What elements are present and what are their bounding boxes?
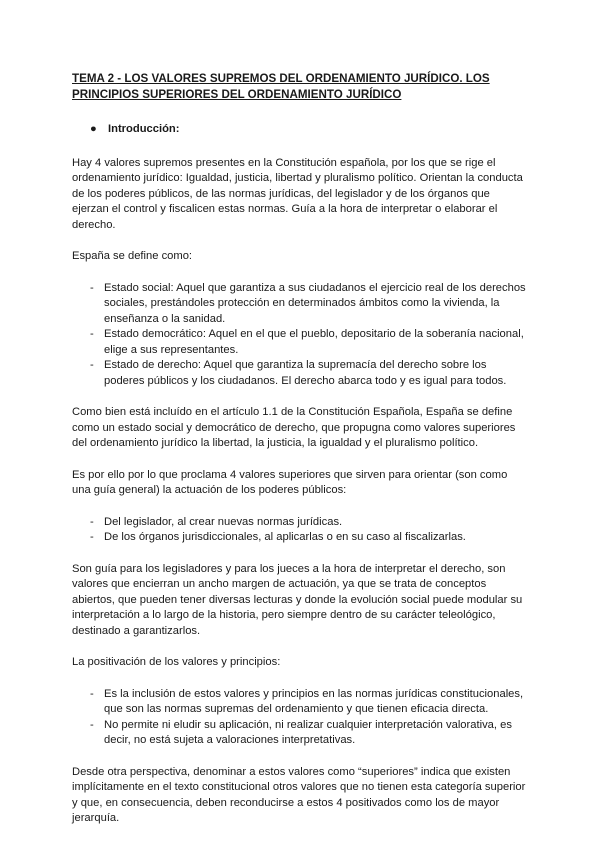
public-powers-list bbox=[72, 515, 528, 546]
intro-heading-label: Introducción: bbox=[108, 123, 180, 135]
dash-marker: - bbox=[90, 531, 94, 543]
paragraph-perspective: Desde otra perspectiva, denominar a estos valores como “superiores” indica que existen implícitamente en el texto constitucional otros valores que no tienen esta categoría superior y que, en consecuencia, deben reconducirse a estos 4 positivados como los de mayor jerarquía. bbox=[72, 765, 526, 824]
document-page bbox=[72, 71, 528, 843]
intro-heading bbox=[72, 122, 528, 138]
paragraph-values: Hay 4 valores supremos presentes en la Constitución española, por los que se rige el ordenamiento jurídico: Igualdad, justicia, libertad y pluralismo político. Orientan la conducta de los poderes públicos, de las normas jurídicas, del legislador y de los órganos que ejerzan el control y fiscalicen estas normas. Guía a la hora de interpretar o elaborar el derecho. bbox=[72, 156, 523, 231]
paragraph-article: Como bien está incluído en el artículo 1.1 de la Constitución Española, España se define como un estado social y democrático de derecho, que propugna como valores superiores del ordenamiento jurídico la libertad, la justicia, la igualdad y el pluralismo político. bbox=[72, 406, 516, 449]
list-item: - De los órganos jurisdiccionales, al aplicarlas o en su caso al fiscalizarlas. bbox=[72, 530, 528, 546]
list-item: - Estado de derecho: Aquel que garantiza la supremacía del derecho sobre los poderes públicos y los ciudadanos. El derecho abarca todo y es igual para todos. bbox=[90, 359, 507, 387]
list-item: - Estado democrático: Aquel en el que el pueblo, depositario de la soberanía nacional, elige a sus representantes. bbox=[90, 328, 524, 356]
list-item: - Del legislador, al crear nuevas normas jurídicas. bbox=[72, 515, 528, 531]
paragraph-spain-defined: España se define como: bbox=[72, 250, 193, 262]
dash-marker: - bbox=[90, 687, 94, 700]
positivation-list bbox=[72, 687, 528, 749]
dash-marker: - bbox=[90, 328, 94, 340]
bullet-icon: ● bbox=[90, 123, 97, 135]
dash-marker: - bbox=[90, 515, 94, 528]
dash-marker: - bbox=[90, 359, 94, 371]
dash-marker: - bbox=[90, 718, 94, 731]
paragraph-guide: Son guía para los legisladores y para los jueces a la hora de interpretar el derecho, son valores que encierran un ancho margen de actuación, ya que se trata de conceptos abiertos, que pueden tener diversas lecturas y donde la evolución social puede modular su interpretación a lo largo de la historia, pero siempre dentro de su carácter teleológico, destinado a garantizarlos. bbox=[72, 562, 523, 637]
list-item: - Es la inclusión de estos valores y principios en las normas jurídicas constitucionales, que son las normas supremas del ordenamiento y que tienen eficacia directa. bbox=[90, 687, 524, 715]
dash-marker: - bbox=[90, 281, 94, 294]
list-item: - No permite ni eludir su aplicación, ni realizar cualquier interpretación valorativa, es decir, no está sujeta a valoraciones interpretativas. bbox=[90, 718, 512, 746]
paragraph-positivation: La positivación de los valores y principios: bbox=[72, 656, 281, 668]
list-item: - Estado social: Aquel que garantiza a sus ciudadanos el ejercicio real de los derechos sociales, prestándoles protección en determinados ámbitos como la vivienda, la enseñanza o la sanidad. bbox=[90, 281, 526, 325]
state-definitions-list bbox=[72, 281, 528, 390]
document-title: TEMA 2 - LOS VALORES SUPREMOS DEL ORDENAMIENTO JURÍDICO. LOS PRINCIPIOS SUPERIORES DEL ORDENAMIENTO JURÍDICO bbox=[72, 72, 490, 101]
paragraph-proclaims: Es por ello por lo que proclama 4 valores superiores que sirven para orientar (son como una guía general) la actuación de los poderes públicos: bbox=[72, 468, 508, 496]
